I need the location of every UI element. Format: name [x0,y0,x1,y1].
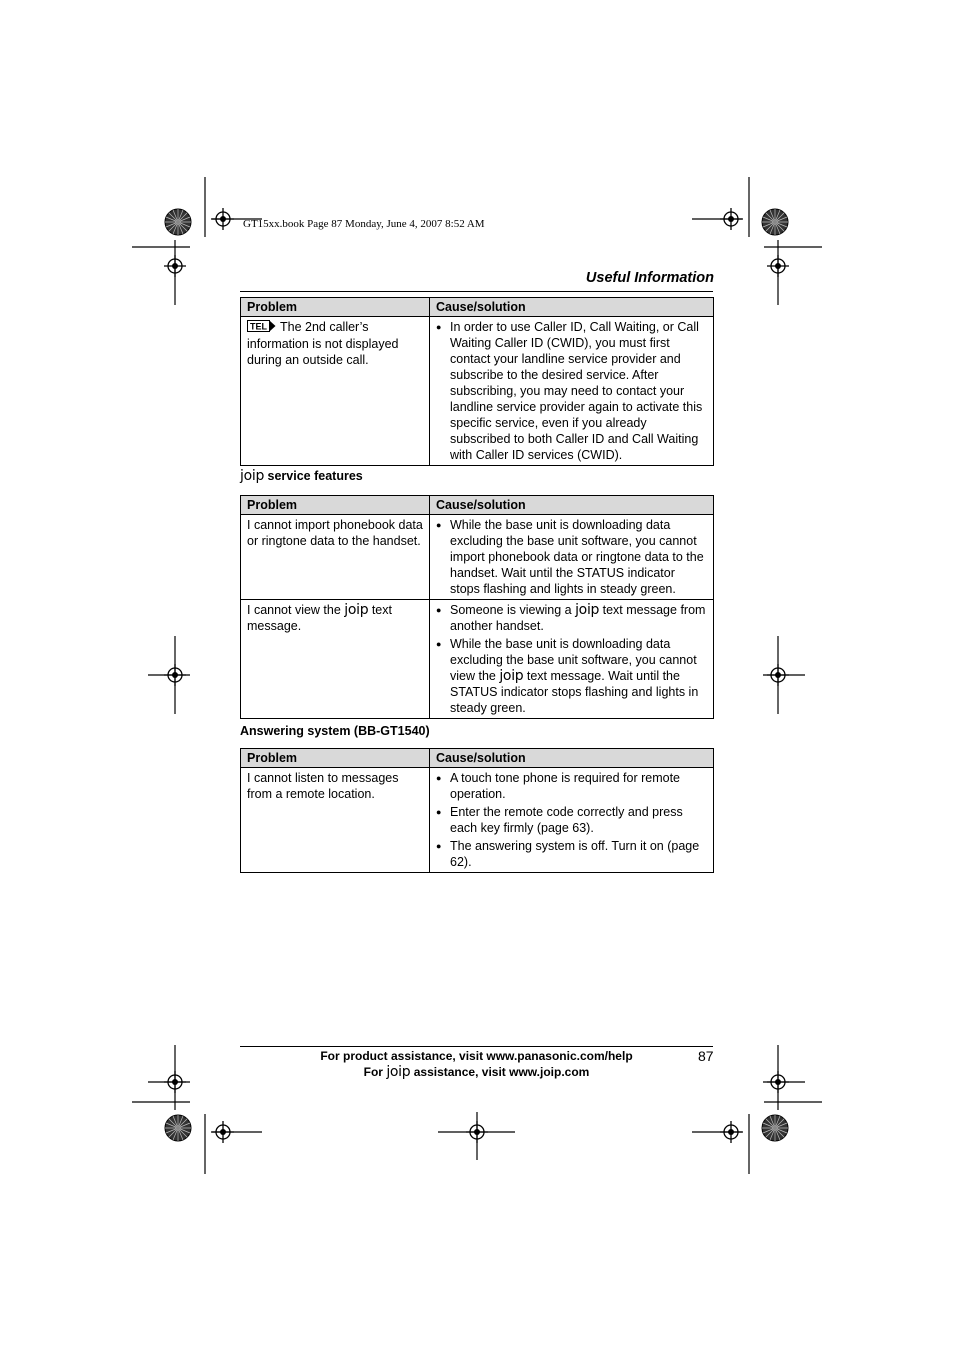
list-item: ● While the base unit is downloading data excluding the base unit software, you cannot import phonebook data or ringtone data to the handset. Wait until the STATUS indicator stops flashing and lights in steady green. [436,517,707,597]
table-joip-service [240,495,714,719]
print-header: GT15xx.book Page 87 Monday, June 4, 2007 8:52 AM [243,218,485,230]
solution-cell [430,515,714,600]
solution-cell [430,317,714,466]
joip-logo: joip [344,602,369,618]
table-row [241,600,714,719]
footer-line-2: For joip assistance, visit www.joip.com [363,1064,590,1080]
answering-section-title: Answering system (BB-GT1540) [240,724,430,738]
page-number: 87 [698,1048,714,1064]
table-row [241,768,714,873]
joip-section-title: joip service features [240,468,363,484]
cause-header: Cause/solution [430,298,714,317]
problem-cell: I cannot view the joip text message. [241,600,430,719]
problem-header: Problem [241,749,430,768]
table-header-row [241,749,714,768]
footer [240,1048,713,1080]
header-rule [240,291,713,292]
svg-text:TEL: TEL [250,321,267,332]
list-item: ● A touch tone phone is required for remote operation. [436,770,707,802]
footer-line-1: For product assistance, visit www.panasonic.com/help [320,1049,633,1063]
cause-header: Cause/solution [430,749,714,768]
list-item: ● While the base unit is downloading data excluding the base unit software, you cannot view the joip text message. Wait until the STATUS indicator stops flashing and lights in steady green. [436,636,707,716]
table-answering-system [240,748,714,873]
solution-cell [430,600,714,719]
joip-logo: joip [575,602,600,618]
joip-logo: joip [386,1064,411,1080]
list-item: ● Enter the remote code correctly and press each key firmly (page 63). [436,804,707,836]
joip-logo: joip [499,668,524,684]
problem-header: Problem [241,496,430,515]
section-title: Useful Information [585,270,714,286]
table-row [241,515,714,600]
problem-cell: I cannot import phonebook data or ringtone data to the handset. [241,515,430,600]
problem-text: The 2nd caller’s information is not displayed during an outside call. [247,320,399,367]
list-item: ● Someone is viewing a joip text message from another handset. [436,602,707,634]
table-row [241,317,714,466]
problem-cell: I cannot listen to messages from a remote location. [241,768,430,873]
problem-header: Problem [241,298,430,317]
problem-cell [241,317,430,466]
list-item: ● In order to use Caller ID, Call Waiting, or Call Waiting Caller ID (CWID), you must first contact your landline service provider and subscribe to the desired service. After subscribing, you may need to contact your landline service provider again to activate this specific service, even if you already subscribed to both Caller ID and Call Waiting with Caller ID services (CWID). [436,319,707,463]
footer-rule [240,1046,713,1047]
cause-header: Cause/solution [430,496,714,515]
joip-logo: joip [240,468,265,484]
tel-icon [247,320,276,336]
list-item: ● The answering system is off. Turn it on (page 62). [436,838,707,870]
table-caller-id [240,297,714,466]
table-header-row [241,496,714,515]
solution-cell [430,768,714,873]
table-header-row [241,298,714,317]
